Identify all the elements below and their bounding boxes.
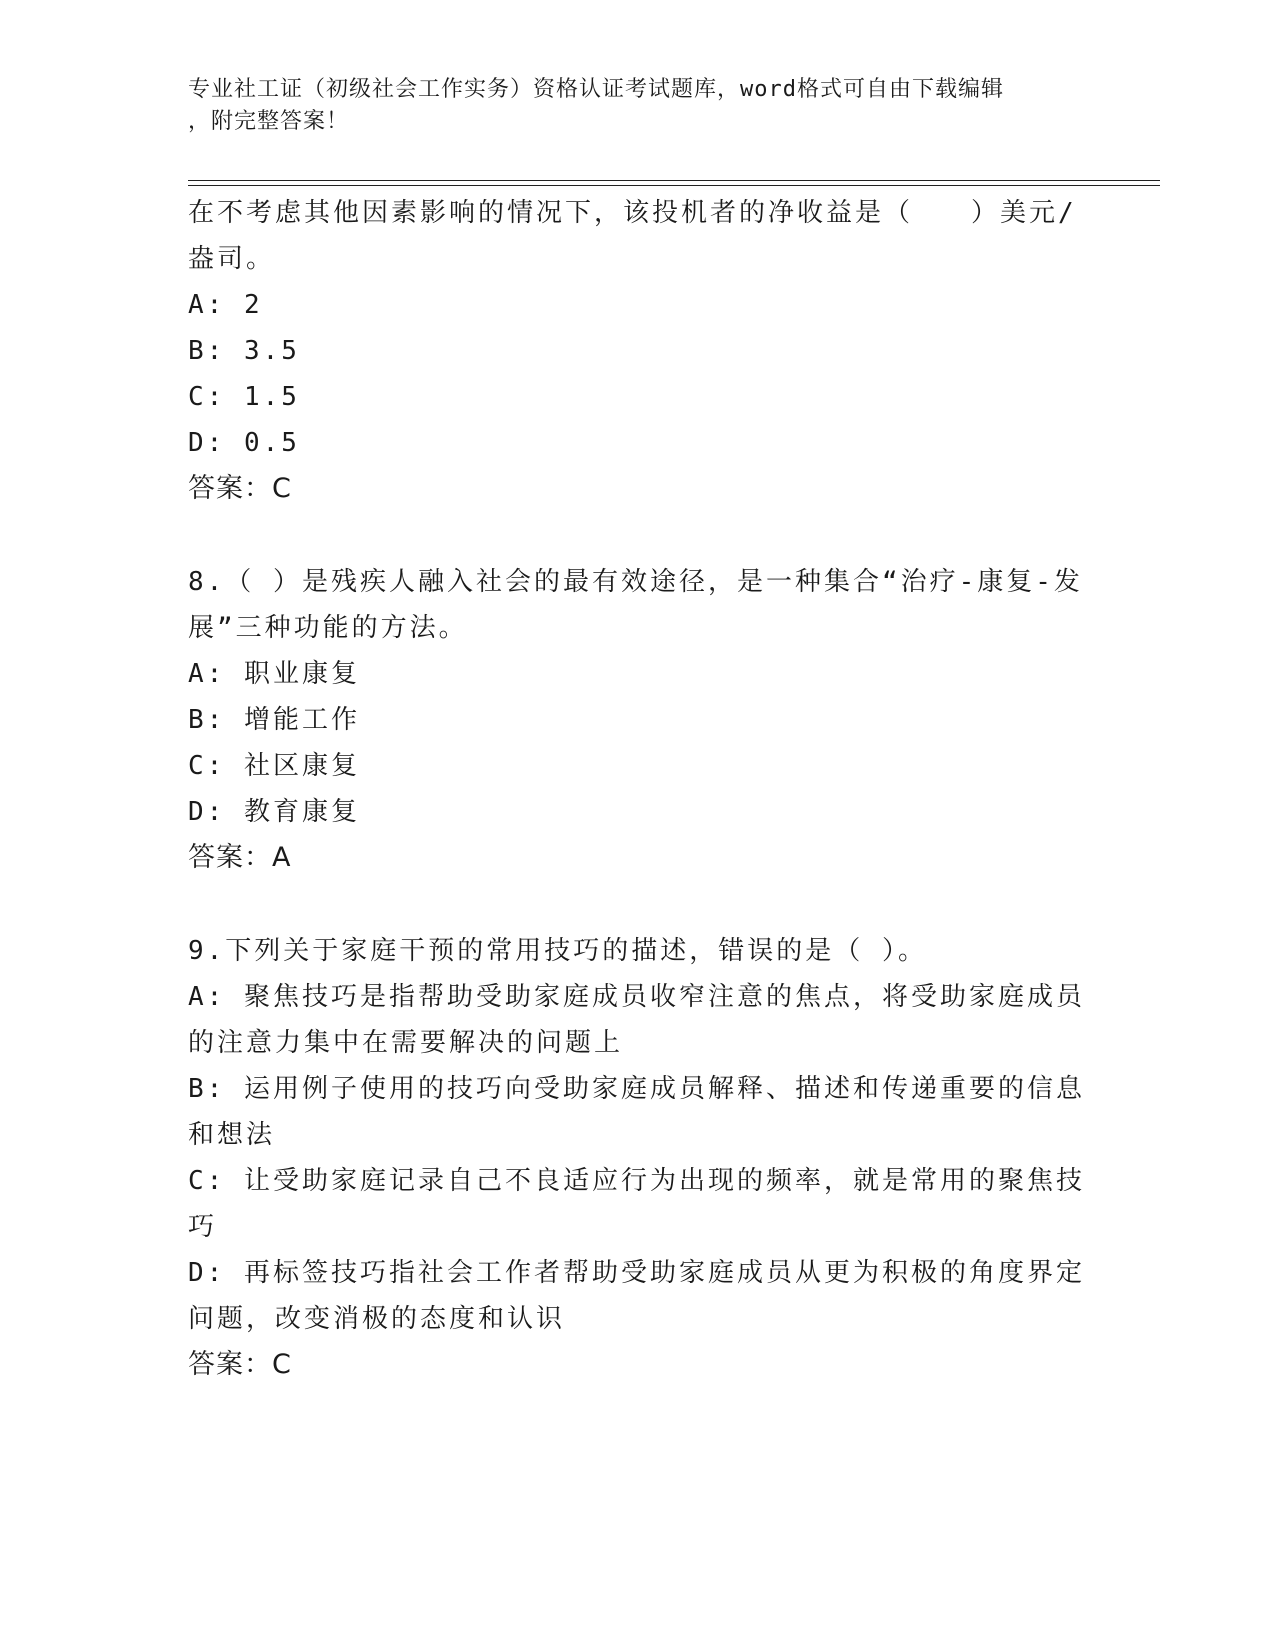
option-b-continued: 和想法: [188, 1120, 276, 1150]
question-stem: 8.（ ）是残疾人融入社会的最有效途径，是一种集合“治疗-康复-发: [188, 567, 1083, 597]
header-divider-top: [188, 180, 1160, 181]
option-c: C: 社区康复: [188, 751, 360, 781]
option-b: B: 3.5: [188, 336, 300, 366]
option-a-continued: 的注意力集中在需要解决的问题上: [188, 1028, 624, 1058]
question-stem: 9.下列关于家庭干预的常用技巧的描述，错误的是（ ）。: [188, 936, 927, 966]
document-header: [188, 74, 1068, 138]
question-stem: 展”三种功能的方法。: [188, 613, 468, 643]
header-line-2: ，附完整答案！: [188, 109, 350, 134]
question-8: [188, 559, 1088, 881]
header-divider-bottom: [188, 185, 1160, 186]
option-b: B: 运用例子使用的技巧向受助家庭成员解释、描述和传递重要的信息: [188, 1074, 1085, 1104]
option-c: C: 1.5: [188, 382, 300, 412]
header-line-1: 专业社工证（初级社会工作实务）资格认证考试题库，word格式可自由下载编辑: [188, 77, 1004, 102]
answer-label: 答案：A: [188, 842, 292, 873]
option-a: A: 职业康复: [188, 659, 360, 689]
question-stem: 在不考虑其他因素影响的情况下，该投机者的净收益是（ ）美元/: [188, 198, 1077, 228]
option-d: D: 再标签技巧指社会工作者帮助受助家庭成员从更为积极的角度界定: [188, 1258, 1085, 1288]
option-d: D: 教育康复: [188, 797, 360, 827]
answer-label: 答案：C: [188, 1349, 292, 1380]
option-d-continued: 问题，改变消极的态度和认识: [188, 1304, 566, 1334]
question-list: [188, 190, 1088, 1388]
spacer: [188, 881, 1088, 928]
spacer: [188, 512, 1088, 559]
option-c-continued: 巧: [188, 1212, 218, 1242]
question-9: [188, 928, 1088, 1388]
answer-label: 答案：C: [188, 473, 292, 504]
option-b: B: 增能工作: [188, 705, 360, 735]
option-d: D: 0.5: [188, 428, 300, 458]
option-a: A: 2: [188, 290, 263, 320]
option-a: A: 聚焦技巧是指帮助受助家庭成员收窄注意的焦点，将受助家庭成员: [188, 982, 1085, 1012]
question-7: [188, 190, 1088, 512]
question-stem: 盎司。: [188, 244, 276, 274]
option-c: C: 让受助家庭记录自己不良适应行为出现的频率，就是常用的聚焦技: [188, 1166, 1085, 1196]
